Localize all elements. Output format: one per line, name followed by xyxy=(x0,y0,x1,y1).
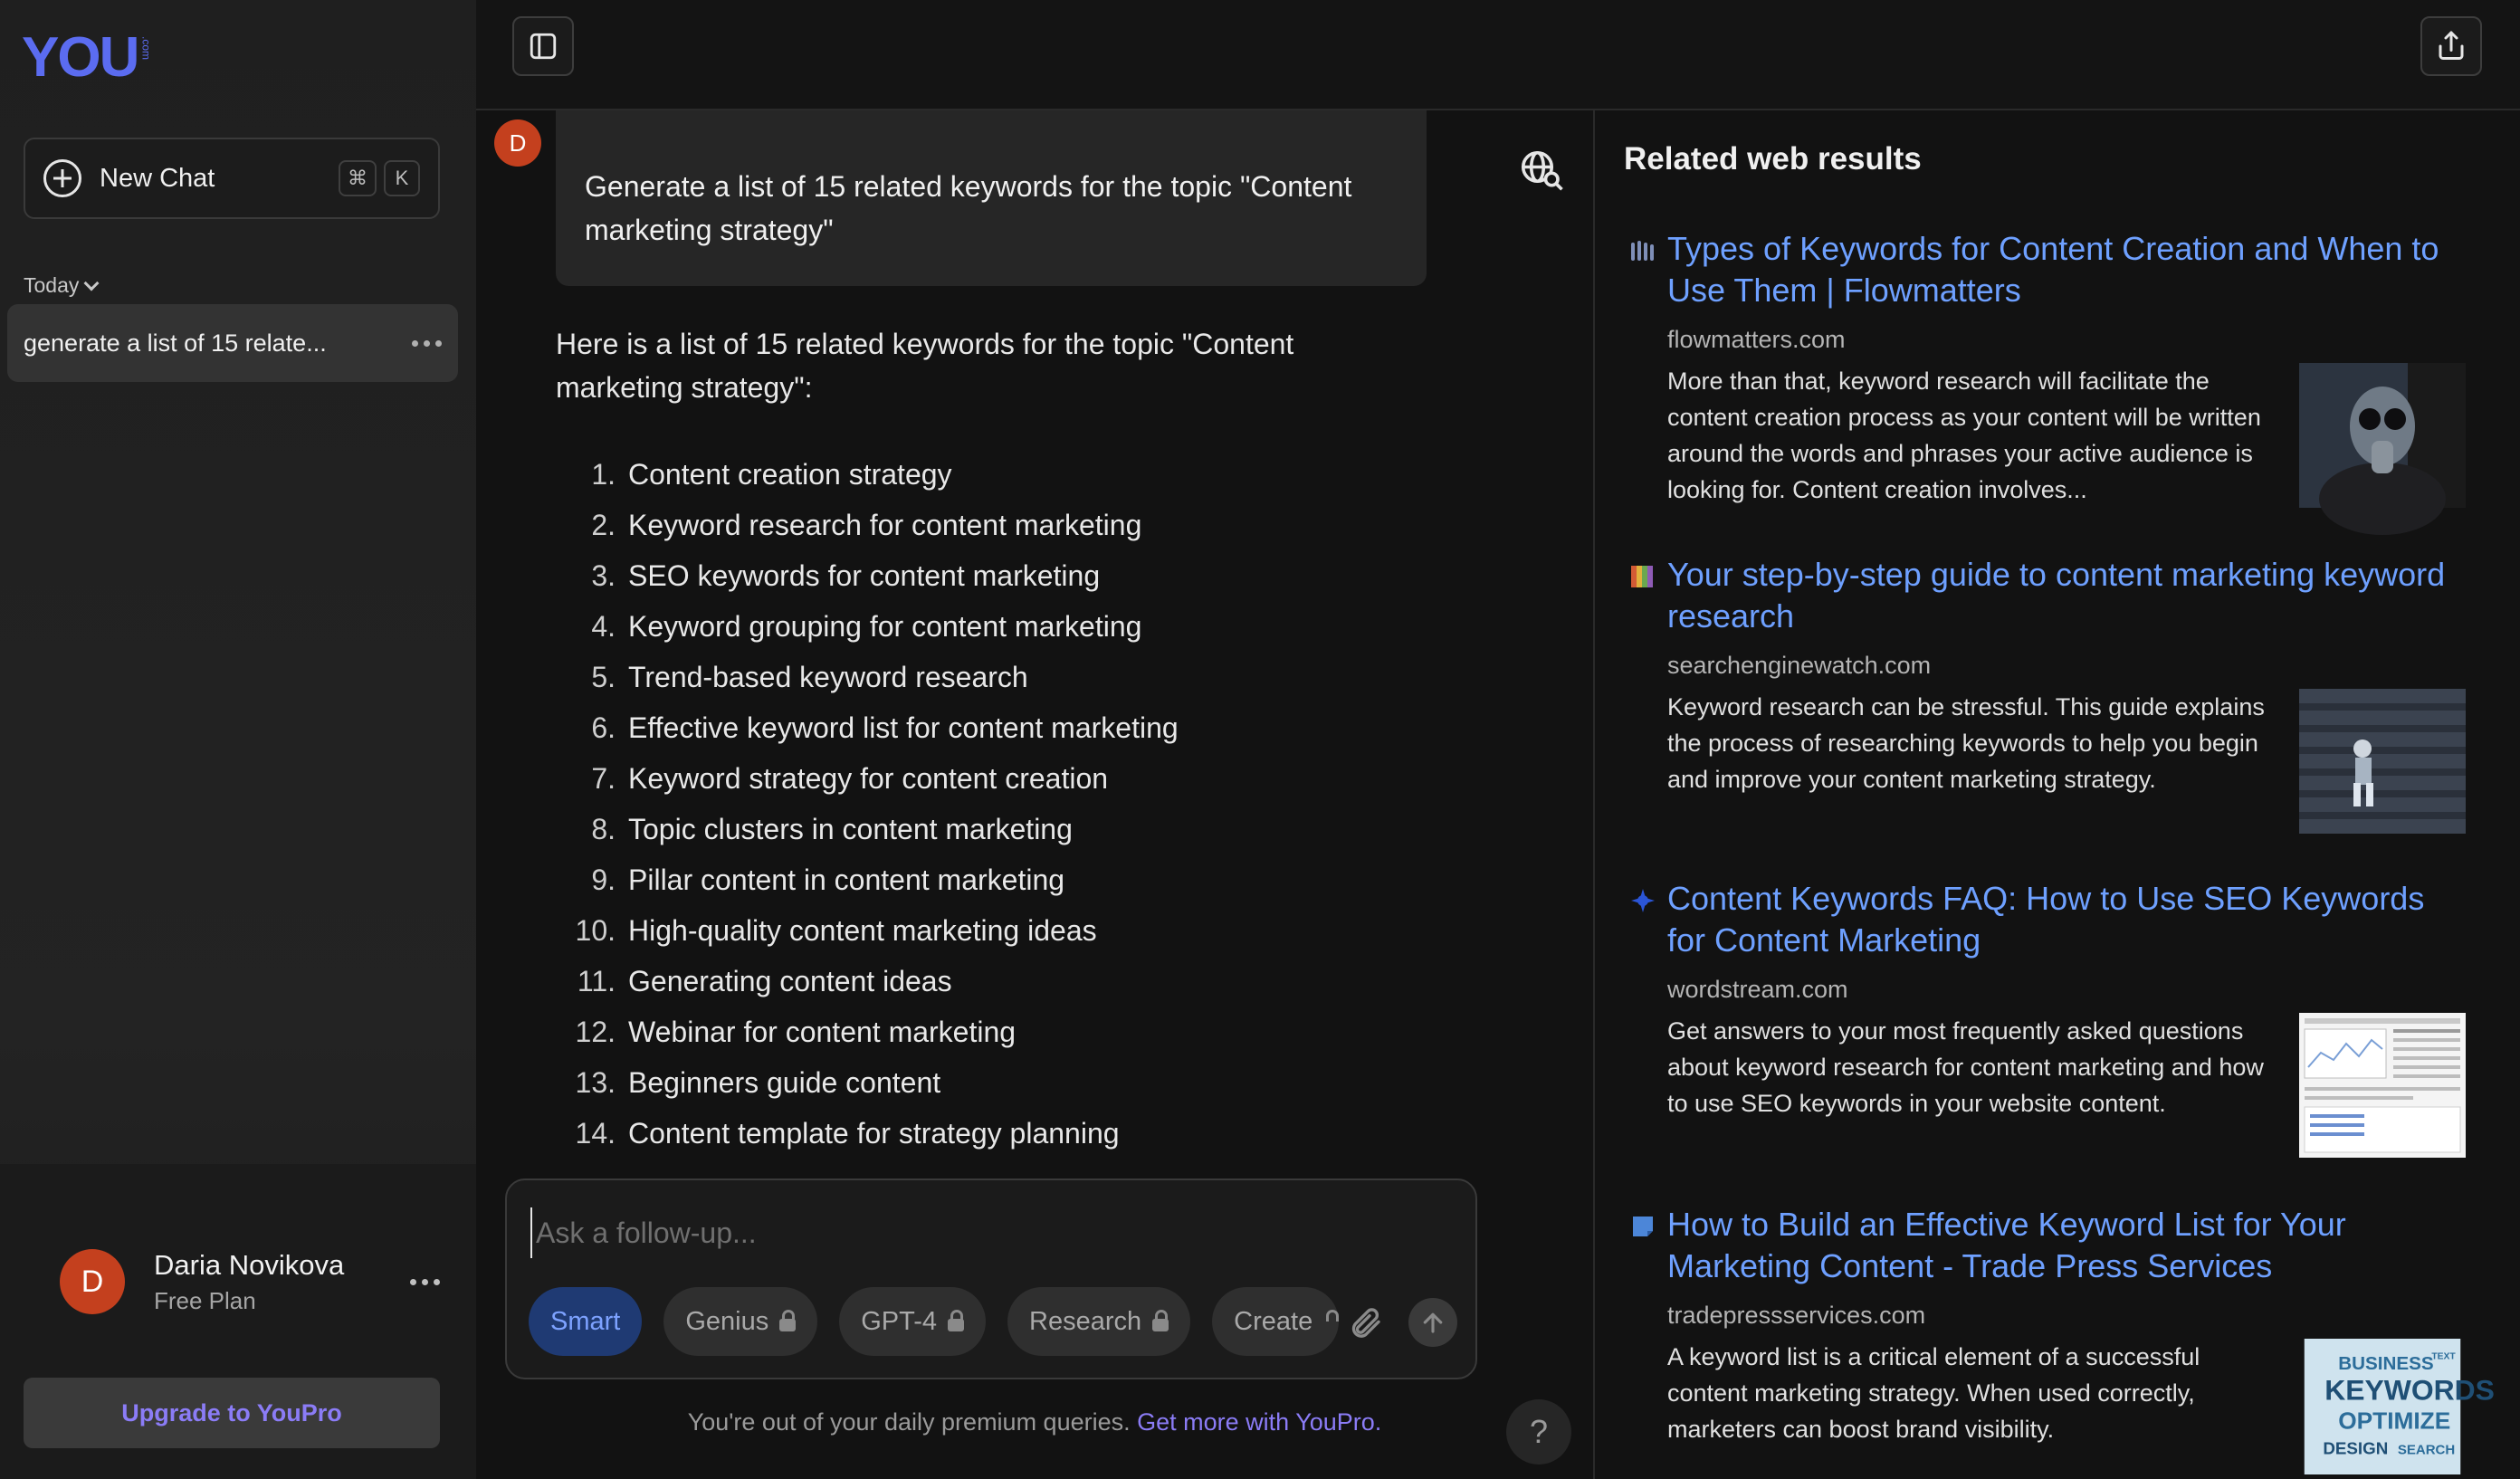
mode-label: GPT-4 xyxy=(861,1306,938,1336)
svg-text:TEXT: TEXT xyxy=(2431,1351,2456,1362)
keyword-list xyxy=(556,449,1425,1159)
list-item xyxy=(556,854,1425,905)
result-domain: tradepressservices.com xyxy=(1667,1302,1926,1329)
user-name: Daria Novikova xyxy=(154,1248,345,1281)
list-item xyxy=(556,601,1425,652)
list-text: Keyword research for content marketing xyxy=(628,509,1142,541)
lock-icon xyxy=(1152,1319,1169,1331)
paperclip-icon xyxy=(1347,1303,1383,1343)
list-number: 3. xyxy=(591,559,616,592)
result-thumbnail[interactable] xyxy=(2299,1339,2495,1474)
command-key: ⌘ xyxy=(339,160,377,196)
share-icon xyxy=(2435,30,2468,62)
list-item xyxy=(556,1007,1425,1057)
svg-text:BUSINESS: BUSINESS xyxy=(2338,1352,2434,1374)
list-text: Keyword strategy for content creation xyxy=(628,762,1109,795)
result-title-link[interactable]: Content Keywords FAQ: How to Use SEO Keywords for Content Marketing xyxy=(1667,880,2425,959)
result-snippet: More than that, keyword research will facilitate the content creation process as your content will be written around the words and phrases your active audience is looking for. Content creation involves... xyxy=(1667,367,2261,503)
mode-create-button[interactable] xyxy=(1212,1287,1339,1356)
web-search-button[interactable] xyxy=(1517,147,1566,196)
result-card xyxy=(1629,1204,2495,1474)
list-number: 5. xyxy=(591,661,616,693)
list-item xyxy=(556,1057,1425,1108)
list-text: Effective keyword list for content marketing xyxy=(628,711,1179,744)
list-text: High-quality content marketing ideas xyxy=(628,914,1097,947)
result-thumbnail[interactable] xyxy=(2299,689,2466,834)
composer xyxy=(505,1178,1477,1379)
list-number: 9. xyxy=(591,864,616,896)
logo-suffix: .com xyxy=(139,36,153,61)
list-text: Webinar for content marketing xyxy=(628,1016,1017,1048)
arrow-up-icon xyxy=(1419,1309,1446,1336)
list-number: 12. xyxy=(575,1016,616,1048)
history-item-label: generate a list of 15 relate... xyxy=(24,329,327,357)
mode-smart-button[interactable] xyxy=(529,1287,642,1356)
list-text: Topic clusters in content marketing xyxy=(628,813,1073,845)
more-options-icon[interactable] xyxy=(412,340,442,347)
send-button[interactable] xyxy=(1408,1298,1457,1347)
result-snippet: Get answers to your most frequently asked questions about keyword research for content marketing and how to use SEO keywords in your website content. xyxy=(1667,1017,2264,1117)
list-number: 11. xyxy=(577,965,616,997)
list-text: Pillar content in content marketing xyxy=(628,864,1065,896)
list-text: Content template for strategy planning xyxy=(628,1117,1120,1150)
mode-selector xyxy=(529,1287,1339,1356)
list-number: 14. xyxy=(575,1117,616,1150)
lock-icon xyxy=(779,1319,796,1331)
result-body xyxy=(1667,689,2466,834)
share-button[interactable] xyxy=(2420,16,2482,76)
list-text: Keyword grouping for content marketing xyxy=(628,610,1142,643)
result-title-link[interactable]: How to Build an Effective Keyword List for Your Marketing Content - Trade Press Services xyxy=(1667,1206,2346,1284)
mode-label: Create xyxy=(1234,1306,1313,1336)
user-plan: Free Plan xyxy=(154,1286,256,1314)
list-text: Beginners guide content xyxy=(628,1066,941,1099)
list-number: 2. xyxy=(591,509,616,541)
wordstream-favicon-icon xyxy=(1629,887,1656,914)
upgrade-link[interactable]: Get more with YouPro. xyxy=(1137,1408,1382,1436)
list-item xyxy=(556,550,1425,601)
result-domain: searchenginewatch.com xyxy=(1667,652,1932,679)
list-item xyxy=(556,905,1425,956)
history-item[interactable] xyxy=(7,304,458,382)
svg-text:KEYWORDS: KEYWORDS xyxy=(2324,1373,2495,1407)
top-bar xyxy=(476,0,2520,110)
mode-label: Smart xyxy=(550,1306,621,1336)
history-section-toggle[interactable] xyxy=(24,273,97,298)
mode-label: Research xyxy=(1029,1306,1142,1336)
list-item xyxy=(556,702,1425,753)
list-item xyxy=(556,652,1425,702)
list-item xyxy=(556,804,1425,854)
svg-text:DESIGN: DESIGN xyxy=(2323,1438,2389,1458)
list-text: Trend-based keyword research xyxy=(628,661,1028,693)
list-text: SEO keywords for content marketing xyxy=(628,559,1101,592)
result-domain: flowmatters.com xyxy=(1667,326,1846,353)
result-body xyxy=(1667,363,2466,508)
svg-text:OPTIMIZE: OPTIMIZE xyxy=(2338,1407,2451,1435)
new-chat-button[interactable] xyxy=(24,138,440,219)
list-item xyxy=(556,449,1425,500)
result-title-link[interactable]: Types of Keywords for Content Creation and When to Use Them | Flowmatters xyxy=(1667,230,2439,309)
mode-genius-button[interactable] xyxy=(663,1287,817,1356)
list-number: 8. xyxy=(591,813,616,845)
attach-button[interactable] xyxy=(1347,1303,1383,1343)
result-thumbnail[interactable] xyxy=(2299,1013,2466,1158)
result-title-row xyxy=(1629,878,2466,961)
user-message xyxy=(556,110,1427,286)
user-message-text: Generate a list of 15 related keywords for the topic "Content marketing strategy" xyxy=(585,170,1352,246)
globe-search-icon xyxy=(1517,147,1566,196)
history-section-label: Today xyxy=(24,273,80,297)
list-number: 7. xyxy=(591,762,616,795)
list-text: Content creation strategy xyxy=(628,458,952,491)
result-card xyxy=(1629,228,2466,508)
toggle-sidebar-button[interactable] xyxy=(512,16,574,76)
result-snippet: A keyword list is a critical element of a successful content marketing strategy. When used correctly, marketers can boost brand visibility. xyxy=(1667,1343,2200,1443)
result-card xyxy=(1629,878,2466,1158)
tradepress-favicon-icon xyxy=(1629,1213,1656,1240)
new-chat-label: New Chat xyxy=(100,163,215,193)
list-item xyxy=(556,753,1425,804)
result-body xyxy=(1667,1013,2466,1158)
list-number: 10. xyxy=(575,914,616,947)
list-number: 6. xyxy=(591,711,616,744)
list-item xyxy=(556,1108,1425,1159)
avatar: D xyxy=(60,1249,125,1314)
list-text: Generating content ideas xyxy=(628,965,952,997)
sidebar xyxy=(0,0,476,1479)
chevron-down-icon xyxy=(84,275,100,291)
result-title-row xyxy=(1629,1204,2466,1287)
list-item xyxy=(556,956,1425,1007)
result-title-row xyxy=(1629,228,2466,311)
user-menu-icon[interactable] xyxy=(410,1279,440,1285)
upgrade-button[interactable]: Upgrade to YouPro xyxy=(24,1378,440,1448)
result-card xyxy=(1629,554,2466,834)
quota-notice xyxy=(476,1408,1593,1436)
shortcut-hint xyxy=(339,160,420,196)
mode-label: Genius xyxy=(685,1306,769,1336)
flowmatters-favicon-icon xyxy=(1629,237,1656,264)
answer-intro: Here is a list of 15 related keywords for the topic "Content marketing strategy": xyxy=(556,328,1294,404)
quota-notice-text: You're out of your daily premium queries. xyxy=(687,1408,1138,1436)
result-title-row xyxy=(1629,554,2466,637)
you-logo[interactable] xyxy=(22,26,153,89)
list-number: 4. xyxy=(591,610,616,643)
k-key: K xyxy=(384,160,420,196)
result-domain: wordstream.com xyxy=(1667,976,1848,1003)
mode-research-button[interactable] xyxy=(1007,1287,1190,1356)
result-title-link[interactable]: Your step-by-step guide to content marketing keyword research xyxy=(1667,556,2446,635)
svg-text:SEARCH: SEARCH xyxy=(2397,1442,2456,1458)
mode-gpt4-button[interactable] xyxy=(839,1287,986,1356)
plus-circle-icon xyxy=(43,159,81,197)
list-number: 1. xyxy=(591,458,616,491)
user-profile[interactable] xyxy=(60,1247,440,1316)
follow-up-input[interactable] xyxy=(530,1207,1436,1258)
sidebar-toggle-icon xyxy=(528,31,558,62)
user-info xyxy=(154,1249,344,1315)
related-results-title: Related web results xyxy=(1624,141,1922,177)
message-avatar: D xyxy=(494,119,541,167)
list-number: 13. xyxy=(575,1066,616,1099)
result-body xyxy=(1667,1339,2495,1474)
help-button[interactable]: ? xyxy=(1506,1399,1571,1465)
searchenginewatch-favicon-icon xyxy=(1629,563,1656,590)
result-snippet: Keyword research can be stressful. This guide explains the process of researching keywords to help you begin and improve your content marketing strategy. xyxy=(1667,693,2265,793)
lock-icon xyxy=(948,1319,964,1331)
result-thumbnail[interactable] xyxy=(2299,363,2466,508)
logo-wordmark: YOU xyxy=(22,26,138,89)
list-item xyxy=(556,500,1425,550)
